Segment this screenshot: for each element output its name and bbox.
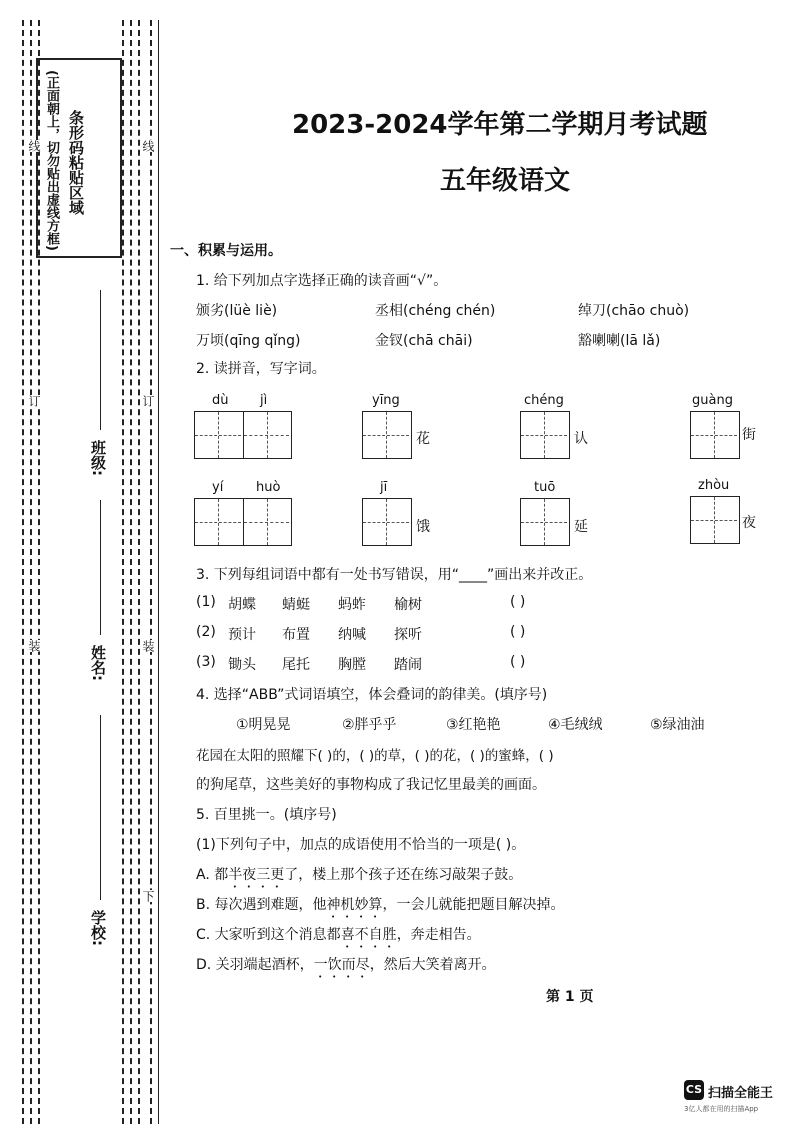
line-mark-right: 线	[141, 140, 155, 152]
q3-word: 纳喊	[338, 627, 366, 643]
q5-option-d[interactable]: D. 关羽端起酒杯，一饮而尽，然后大笑着离开。	[196, 957, 496, 973]
q1-item: 绰刀(chāo chuò)	[578, 303, 690, 319]
pinyin-label: dù	[212, 393, 229, 408]
tianzige-box[interactable]	[520, 411, 570, 459]
q5-sub1: (1)下列句子中，加点的成语使用不恰当的一项是( )。	[196, 837, 526, 853]
exam-subtitle: 五年级语文	[440, 166, 571, 196]
q3-word: 蜻蜓	[282, 597, 310, 613]
section-heading: 一、积累与运用。	[170, 243, 282, 259]
q3-word: 胡蝶	[228, 597, 256, 613]
pinyin-label: yīng	[372, 393, 400, 408]
q4-prompt: 4. 选择“ABB”式词语填空，体会叠词的韵律美。(填序号)	[196, 687, 548, 703]
tianzige-cell[interactable]	[521, 412, 567, 458]
q3-word: 胸膛	[338, 657, 366, 673]
tianzige-cell[interactable]	[363, 499, 409, 545]
dotted-idiom: 神机妙算	[326, 897, 383, 913]
q1-item: 金钗(chā chāi)	[375, 333, 473, 349]
pinyin-label: tuō	[534, 480, 556, 495]
scanner-logo: CS	[684, 1080, 704, 1100]
page-number: 第 1 页	[546, 989, 594, 1005]
tianzige-box[interactable]	[690, 411, 740, 459]
suffix-char: 花	[416, 431, 430, 447]
tianzige-box[interactable]	[690, 496, 740, 544]
zhuang-mark-right: 装	[141, 640, 155, 652]
pinyin-label: chéng	[524, 393, 564, 408]
pinyin-label: jī	[380, 480, 388, 495]
tianzige-cell[interactable]	[691, 412, 737, 458]
pinyin-label: zhòu	[698, 478, 730, 493]
tianzige-box[interactable]	[362, 411, 412, 459]
class-label: 班级:	[89, 440, 107, 476]
suffix-char: 街	[742, 427, 756, 443]
scanner-tagline: 3亿人都在用的扫描App	[684, 1105, 759, 1113]
name-label: 姓名:	[89, 645, 107, 681]
q5-option-b[interactable]: B. 每次遇到难题，他神机妙算，一会儿就能把题目解决掉。	[196, 897, 565, 913]
q3-word: 尾托	[282, 657, 310, 673]
q3-row-num: (1)	[196, 594, 216, 610]
school-line	[100, 715, 101, 900]
q3-word: 预计	[228, 627, 256, 643]
tianzige-box[interactable]	[194, 498, 292, 546]
dotted-idiom: 喜不自胜	[340, 927, 397, 943]
tianzige-cell[interactable]	[691, 497, 737, 543]
q4-option: ③红艳艳	[446, 717, 501, 733]
ding-mark-right: 订	[141, 395, 155, 407]
suffix-char: 夜	[742, 515, 756, 531]
scanner-brand-name: 扫描全能王	[708, 1086, 774, 1101]
q3-word: 探听	[394, 627, 422, 643]
tianzige-box[interactable]	[520, 498, 570, 546]
q5-option-a[interactable]: A. 都半夜三更了，楼上那个孩子还在练习敲架子鼓。	[196, 867, 523, 883]
suffix-char: 饿	[416, 519, 430, 535]
dotted-idiom: 半夜三更	[228, 867, 285, 883]
exam-title: 2023-2024学年第二学期月考试题	[292, 110, 708, 140]
q3-word: 榆树	[394, 597, 422, 613]
q3-answer-blank[interactable]: ( )	[510, 624, 526, 640]
q3-word: 锄头	[228, 657, 256, 673]
q4-option: ①明晃晃	[236, 717, 291, 733]
q1-prompt: 1. 给下列加点字选择正确的读音画“√”。	[196, 273, 448, 289]
zhuang-mark-left: 装	[27, 640, 41, 652]
q3-word: 布置	[282, 627, 310, 643]
scanner-watermark	[684, 1078, 784, 1118]
q1-item: 万顷(qīng qǐng)	[196, 333, 301, 349]
tianzige-cell[interactable]	[521, 499, 567, 545]
school-label: 学校:	[89, 910, 107, 946]
tianzige-cell[interactable]	[195, 499, 241, 545]
q4-option: ④毛绒绒	[548, 717, 603, 733]
name-line	[100, 500, 101, 635]
q5-option-c[interactable]: C. 大家听到这个消息都喜不自胜，奔走相告。	[196, 927, 481, 943]
pinyin-label: guàng	[692, 393, 733, 408]
q3-row-num: (3)	[196, 654, 216, 670]
suffix-char: 延	[574, 519, 588, 535]
pinyin-label: yí	[212, 480, 224, 495]
barcode-box	[36, 58, 122, 258]
q1-item: 丞相(chéng chén)	[375, 303, 496, 319]
ding-mark-left: 订	[27, 395, 41, 407]
tianzige-cell[interactable]	[195, 412, 241, 458]
line-mark-left: 线	[27, 140, 41, 152]
q4-option: ②胖乎乎	[342, 717, 397, 733]
pinyin-label: jì	[260, 393, 268, 408]
q3-answer-blank[interactable]: ( )	[510, 594, 526, 610]
barcode-label: 条形码粘贴区域	[67, 110, 85, 215]
q3-word: 蚂蚱	[338, 597, 366, 613]
tianzige-box[interactable]	[362, 498, 412, 546]
q1-item: 豁喇喇(lā lǎ)	[578, 333, 661, 349]
q4-sentence-line1: 花园在太阳的照耀下( )的，( )的草，( )的花，( )的蜜蜂，( )	[196, 748, 554, 764]
class-line	[100, 290, 101, 430]
tianzige-cell[interactable]	[243, 499, 289, 545]
q3-row-num: (2)	[196, 624, 216, 640]
q3-answer-blank[interactable]: ( )	[510, 654, 526, 670]
tianzige-cell[interactable]	[243, 412, 289, 458]
tianzige-box[interactable]	[194, 411, 292, 459]
pinyin-label: huò	[256, 480, 281, 495]
suffix-char: 认	[574, 431, 588, 447]
dotted-idiom: 一饮而尽	[313, 957, 370, 973]
q4-sentence-line2: 的狗尾草，这些美好的事物构成了我记忆里最美的画面。	[196, 777, 546, 793]
xia-mark: 下	[141, 890, 155, 902]
q3-word: 踏闹	[394, 657, 422, 673]
barcode-note: (正面朝上，切勿贴出虚线方框)	[44, 70, 59, 251]
q4-option: ⑤绿油油	[650, 717, 705, 733]
tianzige-cell[interactable]	[363, 412, 409, 458]
q5-prompt: 5. 百里挑一。(填序号)	[196, 807, 337, 823]
q1-item: 颁劣(lüè liè)	[196, 303, 278, 319]
q3-prompt: 3. 下列每组词语中都有一处书写错误，用“____”画出来并改正。	[196, 567, 593, 583]
q2-prompt: 2. 读拼音，写字词。	[196, 361, 326, 377]
